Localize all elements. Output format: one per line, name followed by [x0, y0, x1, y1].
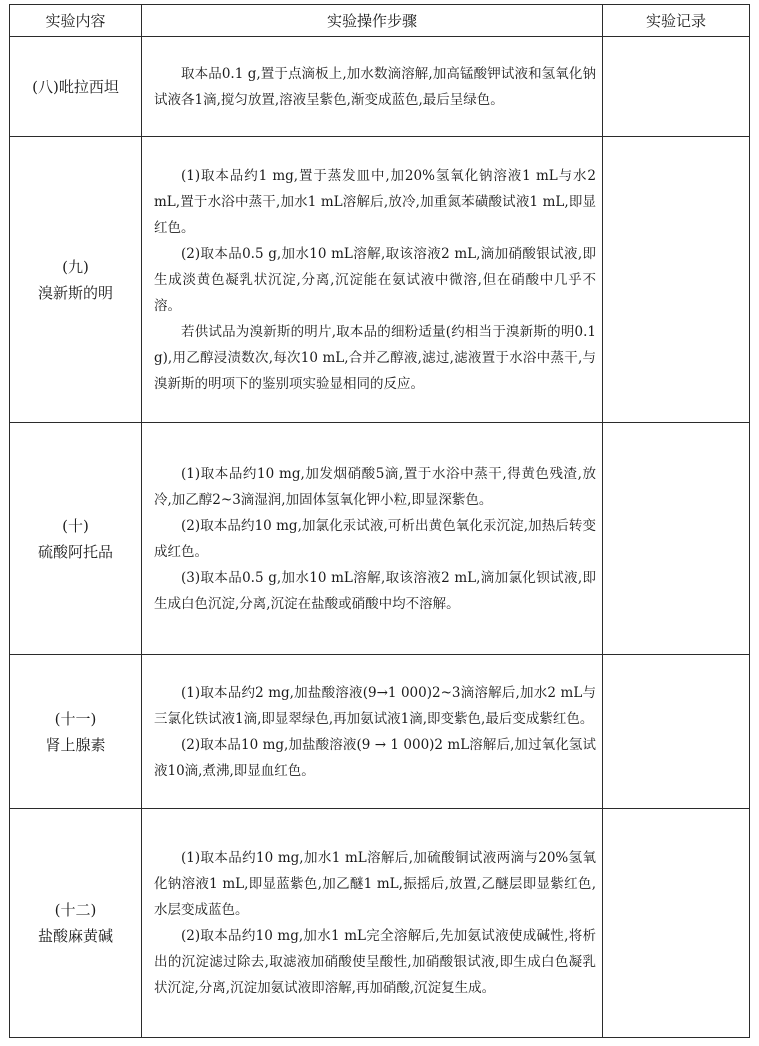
step-text: (2)取本品约10 mg,加水1 mL完全溶解后,先加氨试液使成碱性,将析出的沉淀滤过除去,取滤液加硝酸使呈酸性,加硝酸银试液,即生成白色凝乳状沉淀,分离,沉淀加氨试液即溶解,再加硝酸,沉淀复生成。	[154, 928, 596, 996]
step-text: (1)取本品约10 mg,加水1 mL溶解后,加硫酸铜试液两滴与20%氢氧化钠溶液1 mL,即显蓝紫色,加乙醚1 mL,振摇后,放置,乙醚层即显紫红色,水层变成蓝色。	[154, 850, 596, 918]
experiment-name: 肾上腺素	[45, 735, 106, 754]
experiment-name: 溴新斯的明	[37, 283, 113, 302]
header-row	[10, 5, 750, 37]
experiment-number: (九)	[62, 257, 89, 276]
experiment-name-cell	[10, 37, 142, 137]
experiment-table	[9, 4, 750, 1038]
experiment-name-cell	[10, 809, 142, 1038]
step-text: 取本品0.1 g,置于点滴板上,加水数滴溶解,加高锰酸钾试液和氢氧化钠试液各1滴,搅匀放置,溶液呈紫色,渐变成蓝色,最后呈绿色。	[154, 65, 596, 108]
table-row-ephedrine	[10, 809, 750, 1038]
experiment-name: 盐酸麻黄碱	[37, 927, 113, 945]
experiment-number: (十)	[62, 516, 89, 535]
step-text: (3)取本品0.5 g,加水10 mL溶解,取该溶液2 mL,滴加氯化钡试液,即生成白色沉淀,分离,沉淀在盐酸或硝酸中均不溶解。	[154, 569, 596, 612]
table-row-pyrasitam	[10, 37, 750, 137]
experiment-number: (十一)	[54, 709, 97, 728]
header-steps: 实验操作步骤	[142, 5, 603, 37]
step-text: (1)取本品约2 mg,加盐酸溶液(9→1 000)2~3滴溶解后,加水2 mL与三氯化铁试液1滴,即显翠绿色,再加氨试液1滴,即变紫色,最后变成紫红色。	[154, 684, 596, 727]
record-cell[interactable]	[603, 423, 750, 655]
step-text: 若供试品为溴新斯的明片,取本品的细粉适量(约相当于溴新斯的明0.1 g),用乙醇浸渍数次,每次10 mL,合并乙醇液,滤过,滤液置于水浴中蒸干,与溴新斯的明项下的鉴别项实验显相同的反应。	[154, 323, 596, 392]
table-row-atropine	[10, 423, 750, 655]
table-row-epinephrine	[10, 655, 750, 809]
record-cell[interactable]	[603, 37, 750, 137]
table-row-neostigmine	[10, 137, 750, 423]
steps-cell	[142, 137, 603, 423]
record-cell[interactable]	[603, 655, 750, 809]
record-cell[interactable]	[603, 137, 750, 423]
experiment-number: (十二)	[54, 901, 97, 919]
step-text: (2)取本品10 mg,加盐酸溶液(9 → 1 000)2 mL溶解后,加过氧化氢试液10滴,煮沸,即显血红色。	[154, 736, 596, 779]
step-text: (1)取本品约10 mg,加发烟硝酸5滴,置于水浴中蒸干,得黄色残渣,放冷,加乙醇2~3滴湿润,加固体氢氧化钾小粒,即显深紫色。	[154, 465, 596, 508]
step-text: (2)取本品约10 mg,加氯化汞试液,可析出黄色氧化汞沉淀,加热后转变成红色。	[154, 517, 596, 560]
experiment-name: 硫酸阿托品	[37, 542, 113, 561]
header-content: 实验内容	[10, 5, 142, 37]
experiment-name: (八)吡拉西坦	[32, 77, 119, 96]
steps-cell	[142, 423, 603, 655]
steps-cell	[142, 37, 603, 137]
record-cell[interactable]	[603, 809, 750, 1038]
experiment-name-cell	[10, 423, 142, 655]
steps-cell	[142, 655, 603, 809]
step-text: (2)取本品0.5 g,加水10 mL溶解,取该溶液2 mL,滴加硝酸银试液,即生成淡黄色凝乳状沉淀,分离,沉淀能在氨试液中微溶,但在硝酸中几乎不溶。	[154, 245, 596, 314]
header-record: 实验记录	[603, 5, 750, 37]
steps-cell	[142, 809, 603, 1038]
experiment-name-cell	[10, 655, 142, 809]
experiment-name-cell	[10, 137, 142, 423]
step-text: (1)取本品约1 mg,置于蒸发皿中,加20%氢氧化钠溶液1 mL与水2 mL,置于水浴中蒸干,加水1 mL溶解后,放冷,加重氮苯磺酸试液1 mL,即显红色。	[154, 167, 596, 236]
